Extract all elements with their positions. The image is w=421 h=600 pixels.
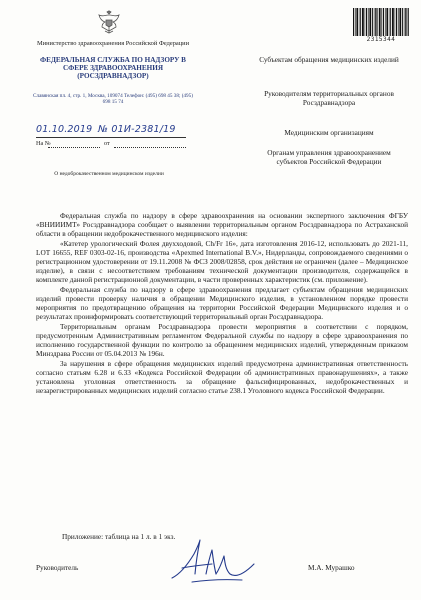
service-name: ФЕДЕРАЛЬНАЯ СЛУЖБА ПО НАДЗОРУ В СФЕРЕ ЗДРАВООХРАНЕНИЯ (РОСЗДРАВНАДЗОР) [40,56,186,81]
recipient-item: Руководителям территориальных органов Росздравнадзора [264,89,394,107]
letter-body [36,212,408,397]
attachment-note: Приложение: таблица на 1 л. в 1 экз. [62,532,176,541]
body-paragraph: Федеральная служба по надзору в сфере здравоохранения предлагает субъектам обращения медицинских изделий провести проверку наличия в обращении Медицинского изделия, в установленном порядке провести мероприятия по предотвращению обращения на территории Российской Федерации Медицинского изделия и о результатах проинформировать соответствующий территориальный орган Росздравнадзора. [36,285,408,321]
registration-line [36,124,186,138]
recipient-item: Субъектам обращения медицинских изделий [259,55,399,64]
ministry-name: Министерство здравоохранения Российской Федерации [36,40,190,47]
service-address: Славянская пл. 4, стр. 1, Москва, 109074 Телефон: (495) 698 45 38; (495) 698 15 74 [33,93,193,106]
registration-date: 01.10.2019 [36,124,93,135]
reference-date-blank [114,147,186,148]
barcode-number: 2315344 [366,36,396,43]
registration-underline [36,137,186,138]
body-paragraph: «Катетер урологический Фолея двухходовой, Ch/Fr 16», дата изготовления 2016-12, использовать до 2021-11, LOT 16655, REF 0303-02-16, производства «Apexmed International B.V.», Нидерланды, сопровождаемого сведениями о регистрационном удостоверении от 19.11.2008 № ФСЗ 2008/02858, срок действия не ограничен (далее – Медицинское изделие), в связи с несоответствием требованиям технической документации производителя, содержащейся в комплекте данной регистрационной документации, в части проверенных характеристик (см. приложение). [36,239,408,284]
letter-subject: О недоброкачественном медицинском изделии [54,171,164,177]
recipient-item: Органам управления здравоохранением субъектов Российской Федерации [267,148,391,166]
reference-number-blank [48,147,100,148]
reference-date-label: от [104,140,110,147]
reference-number-label: На № [36,140,51,147]
registration-number-value: 01И-2381/19 [111,124,176,135]
recipient-item: Медицинским организациям [284,128,374,137]
body-paragraph: Территориальным органам Росздравнадзора провести мероприятия в соответствии с порядком, предусмотренным Административным регламентом Федеральной службы по надзору в сфере здравоохранения по исполнению государственной функции по контролю за обращением медицинских изделий, утвержденным приказом Минздрава России от 05.04.2013 № 196н. [36,322,408,358]
reference-line [36,139,186,149]
number-sign: № [98,124,109,135]
body-paragraph: За нарушения в сфере обращения медицинских изделий предусмотрена административная ответственность согласно статьям 6.28 и 6.33 «Кодекса Российской Федерации об административных правонарушениях», а также установлена уголовная ответственность за обращение фальсифицированных, недоброкачественных и незарегистрированных медицинских изделий согласно статье 238.1 Уголовного кодекса Российской Федерации. [36,359,408,395]
coat-of-arms-icon [96,10,122,34]
signatory-name: М.А. Мурашко [308,563,355,572]
registration-number [98,124,176,135]
body-paragraph: Федеральная служба по надзору в сфере здравоохранения на основании экспертного заключения ФГБУ «ВНИИИМТ» Росздравнадзора сообщает о выявлении территориальным органом Росздравнадзора по Астраханской области в обращении недоброкачественного медицинского изделия: [36,211,408,238]
signatory-role: Руководитель [36,563,79,572]
handwritten-signature [162,534,270,590]
barcode-icon [353,8,409,36]
